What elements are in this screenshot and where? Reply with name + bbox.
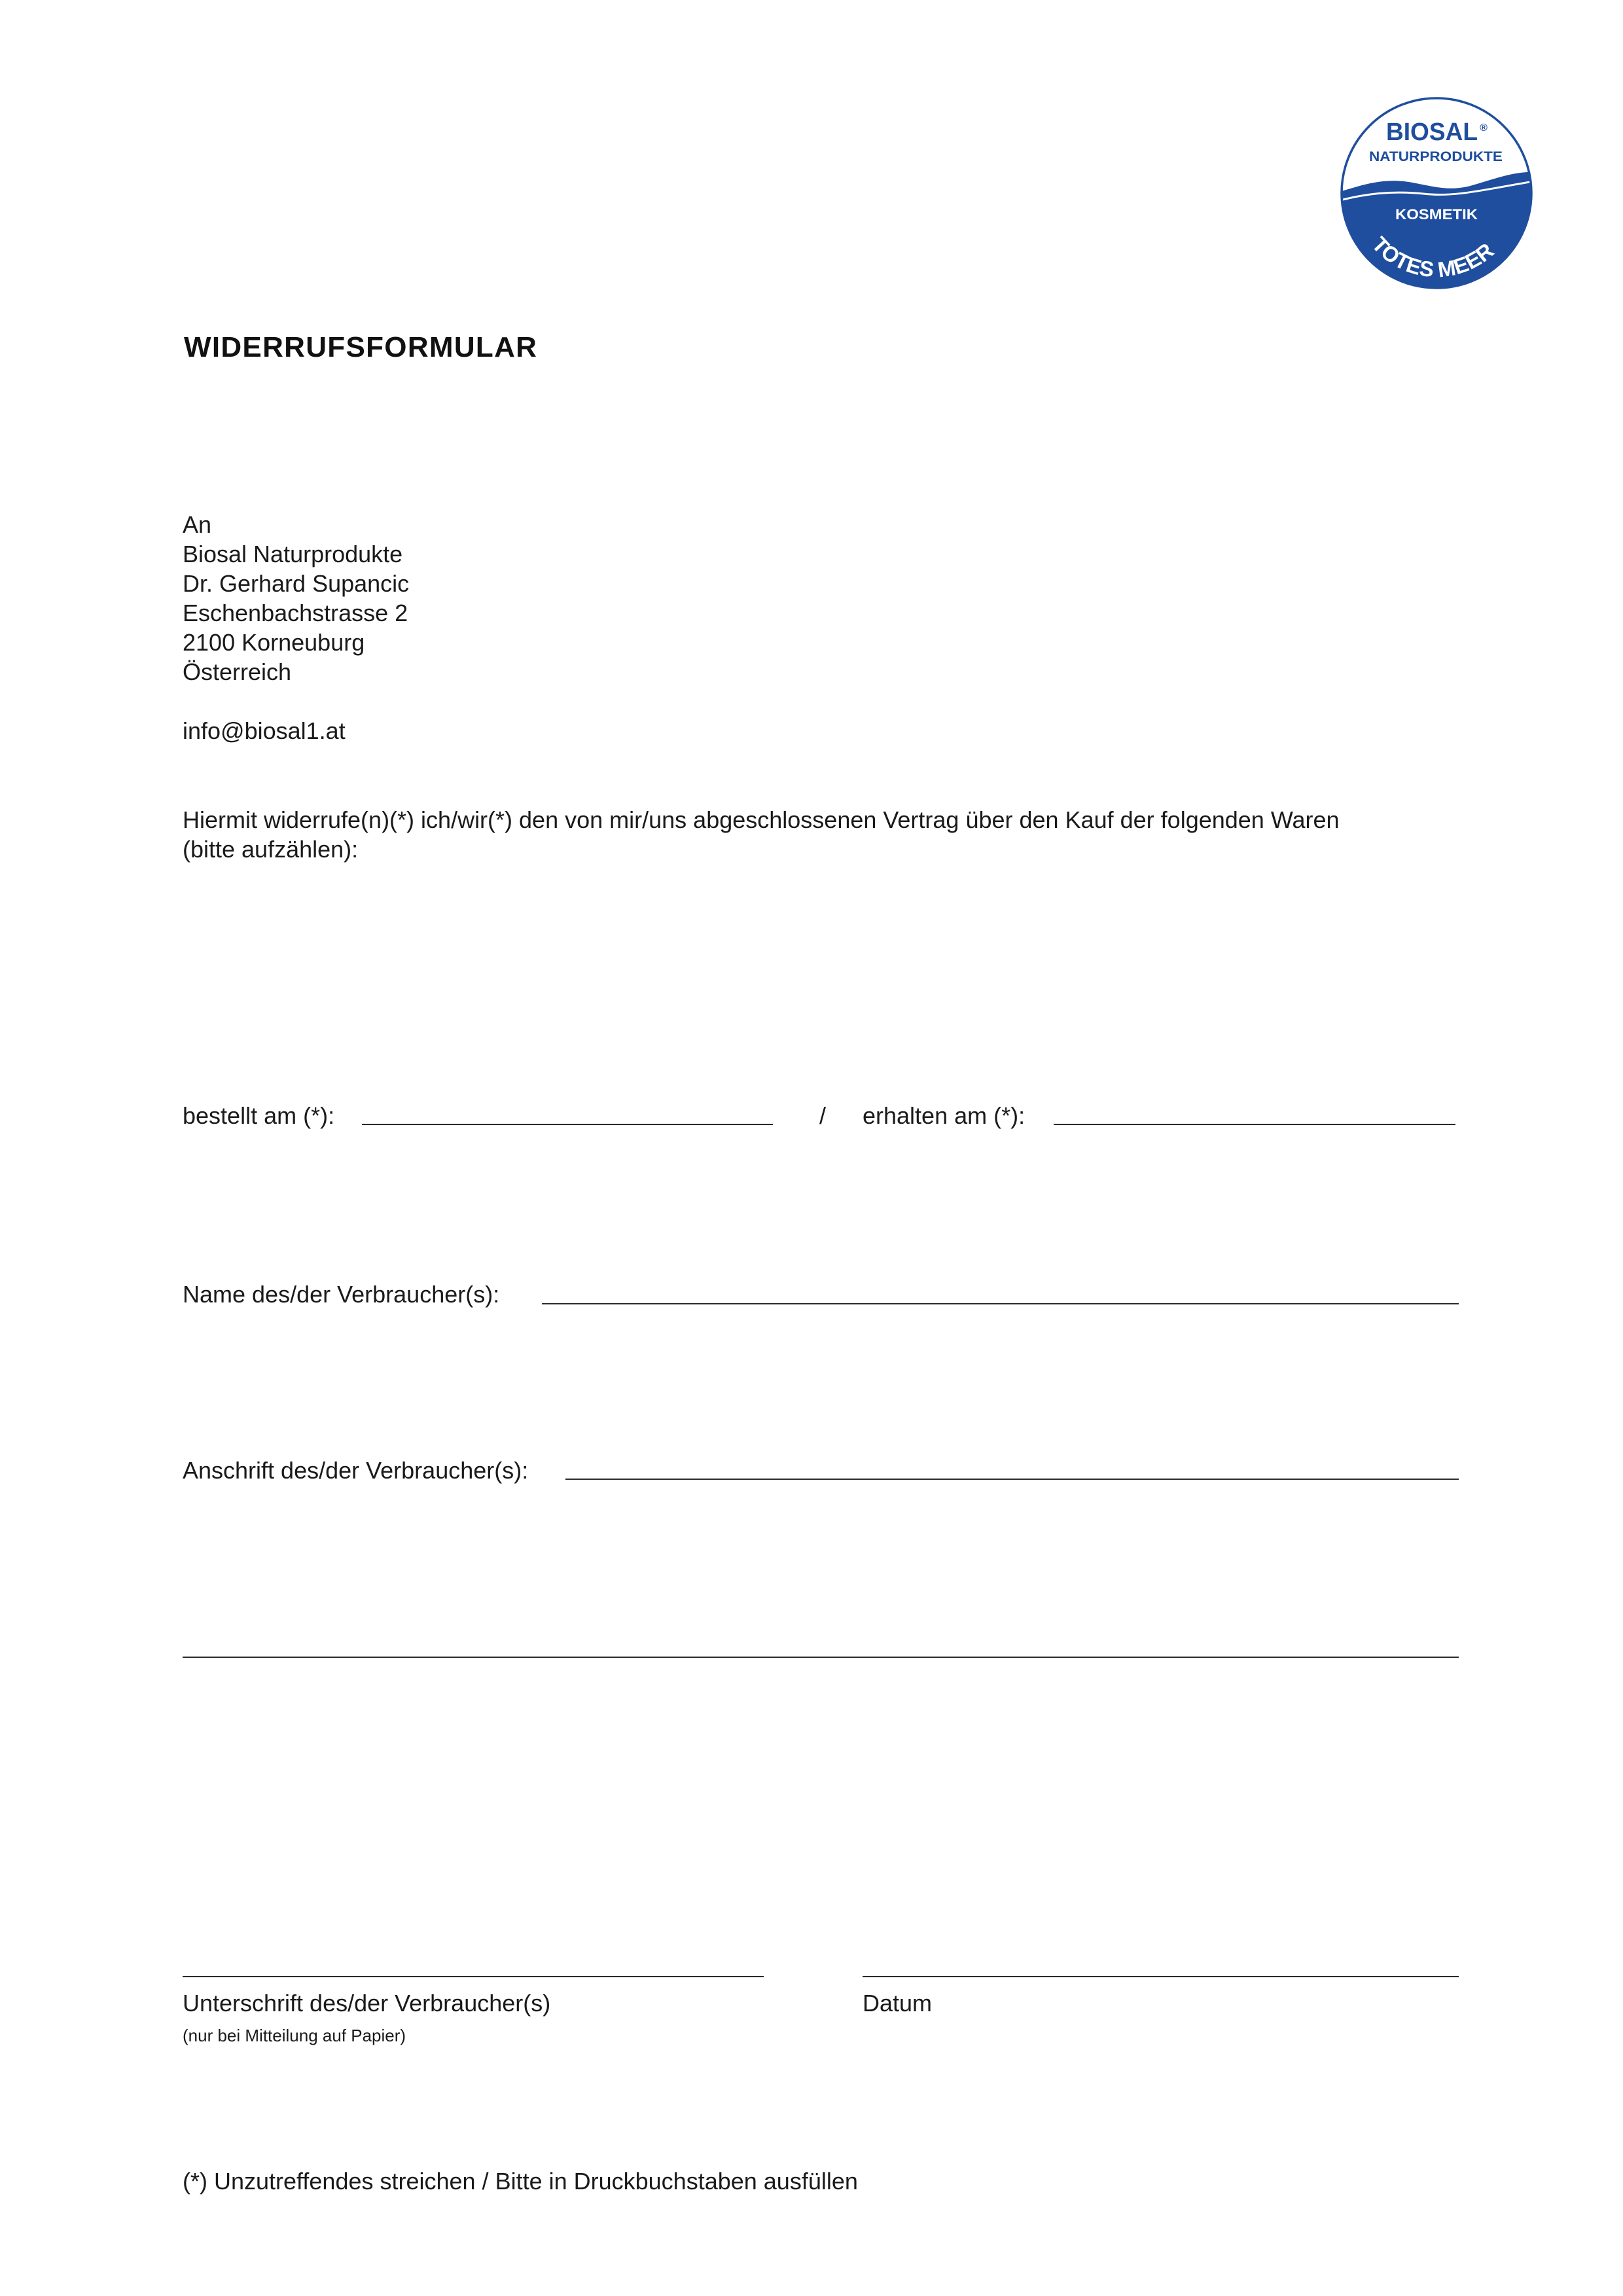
recipient-address	[183, 510, 409, 745]
recipient-city: 2100 Korneuburg	[183, 629, 365, 656]
form-title: WIDERRUFSFORMULAR	[184, 331, 538, 363]
date-separator: /	[819, 1102, 827, 1129]
logo-tagline-naturprodukte: NATURPRODUKTE	[1369, 149, 1503, 164]
signature-label: Unterschrift des/der Verbraucher(s)	[183, 1990, 551, 2017]
logo-tagline-kosmetik: KOSMETIK	[1395, 206, 1478, 223]
logo-registered-mark: ®	[1480, 122, 1488, 134]
consumer-name-line	[542, 1303, 1459, 1304]
withdrawal-statement-line-2: (bitte aufzählen):	[183, 836, 359, 863]
recipient-street: Eschenbachstrasse 2	[183, 600, 408, 626]
logo-totes-meer-text: TOTES MEER	[1367, 232, 1499, 282]
withdrawal-statement-line-1: Hiermit widerrufe(n)(*) ich/wir(*) den von mir/uns abgeschlossenen Vertrag über den Kauf der folgenden Waren	[183, 806, 1340, 833]
recipient-email: info@biosal1.at	[183, 717, 346, 744]
logo-brand-name: BIOSAL	[1386, 118, 1478, 146]
date-label: Datum	[863, 1990, 933, 2017]
withdrawal-statement	[183, 805, 1340, 864]
received-date-label: erhalten am (*):	[863, 1102, 1026, 1129]
recipient-salutation: An	[183, 511, 212, 538]
consumer-address-line	[565, 1479, 1459, 1480]
consumer-address-line-2	[183, 1657, 1459, 1658]
footnote: (*) Unzutreffendes streichen / Bitte in Druckbuchstaben ausfüllen	[183, 2168, 858, 2195]
signature-line	[183, 1976, 764, 1977]
recipient-country: Österreich	[183, 658, 292, 685]
ordered-date-line	[362, 1124, 773, 1125]
biosal-logo	[1338, 95, 1535, 291]
ordered-date-label: bestellt am (*):	[183, 1102, 335, 1129]
recipient-company: Biosal Naturprodukte	[183, 541, 403, 567]
date-line	[863, 1976, 1459, 1977]
consumer-name-label: Name des/der Verbraucher(s):	[183, 1281, 500, 1308]
recipient-person: Dr. Gerhard Supancic	[183, 570, 410, 597]
received-date-line	[1054, 1124, 1455, 1125]
signature-note: (nur bei Mitteilung auf Papier)	[183, 2026, 406, 2045]
consumer-address-label: Anschrift des/der Verbraucher(s):	[183, 1457, 529, 1484]
address-spacer	[183, 687, 409, 716]
